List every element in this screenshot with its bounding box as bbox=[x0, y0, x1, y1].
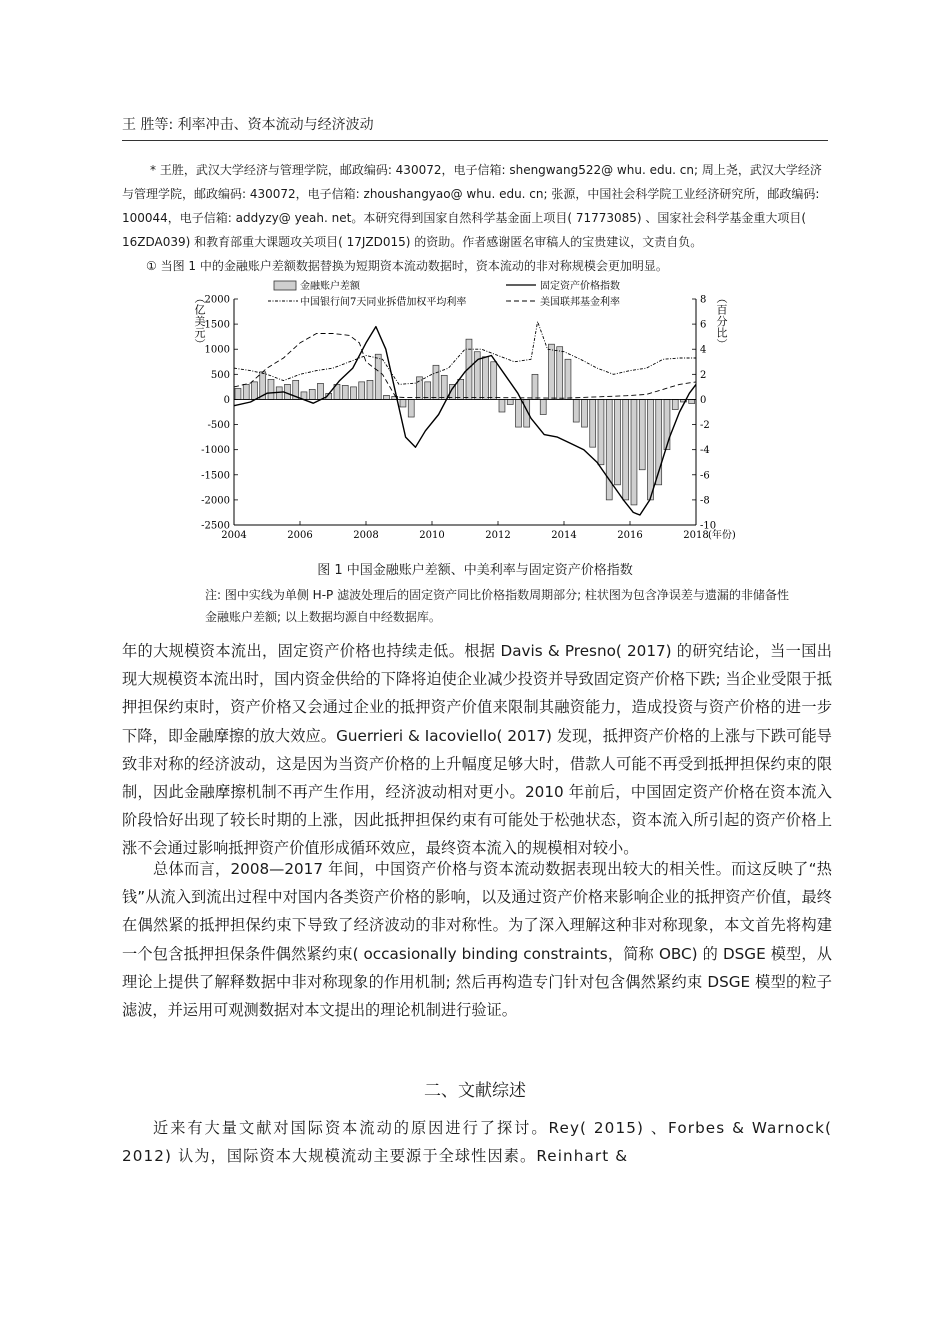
figure-note-line-2: 金融账户差额; 以上数据均源自中经数据库。 bbox=[205, 610, 441, 624]
bar-mark bbox=[318, 383, 324, 399]
bar-mark bbox=[433, 365, 439, 399]
bar-mark bbox=[375, 354, 381, 399]
x-tick-label: 2014 bbox=[551, 530, 577, 541]
left-tick-label: -1500 bbox=[201, 470, 230, 482]
x-tick-label: 2018 bbox=[683, 530, 709, 541]
header-rule bbox=[122, 140, 828, 141]
bar-mark bbox=[408, 399, 414, 417]
x-tick-label: 2006 bbox=[287, 530, 313, 541]
figure-1-chart bbox=[188, 278, 768, 548]
bar-mark bbox=[590, 399, 596, 447]
figure-caption: 图 1 中国金融账户差额、中美利率与固定资产价格指数 bbox=[317, 563, 633, 578]
bar-mark bbox=[276, 387, 282, 400]
left-tick-label: -1000 bbox=[201, 445, 230, 457]
left-tick-label: -2500 bbox=[201, 520, 230, 532]
right-tick-label: -4 bbox=[700, 445, 710, 457]
bar-mark bbox=[615, 399, 621, 484]
bar-mark bbox=[400, 399, 406, 407]
right-tick-label: 0 bbox=[700, 394, 707, 406]
running-header: 王 胜等: 利率冲击、资本流动与经济波动 bbox=[122, 117, 374, 133]
paragraph-text: 总体而言，2008—2017 年间，中国资产价格与资本流动数据表现出较大的相关性。而这反映了“热钱”从流入到流出过程中对国内各类资产价格的影响，以及通过资产价格来影响企业的抵押资产价值，最终在偶然紧的抵押担保约束下导致了经济波动的非对称性。为了深入理解这种非对称现象，本文首先将构建一个包含抵押担保条件偶然紧约束( occasionally binding constraints，简称 OBC) 的 DSGE 模型，从理论上提供了解释数据中非对称现象的作用机制; 然后再构造专门针对包含偶然紧约束 DSGE 模型的粒子滤波，并运用可观测数据对本文提出的理论机制进行验证。 bbox=[122, 860, 832, 1020]
left-tick-label: -2000 bbox=[201, 495, 230, 507]
x-tick-label: 2004 bbox=[221, 530, 247, 541]
bar-mark bbox=[557, 347, 563, 400]
paragraph-text: 近来有大量文献对国际资本流动的原因进行了探讨。Rey( 2015) 、Forbes & Warnock( 2012) 认为，国际资本大规模流动主要源于全球性因素。Reinhart & bbox=[122, 1119, 832, 1166]
right-tick-label: -6 bbox=[700, 470, 710, 482]
bar-mark bbox=[243, 384, 249, 399]
legend-label-bars: 金融账户差额 bbox=[300, 281, 360, 292]
bar-mark bbox=[606, 399, 612, 499]
right-tick-label: 2 bbox=[700, 369, 707, 381]
legend-label-fed: 美国联邦基金利率 bbox=[540, 297, 620, 308]
right-axis-label bbox=[717, 292, 728, 351]
footnote-1: ① 当图 1 中的金融账户差额数据替换为短期资本流动数据时，资本流动的非对称规模会更加明显。 bbox=[146, 259, 668, 273]
bar-mark bbox=[359, 382, 365, 400]
body-paragraph-1 bbox=[122, 637, 832, 863]
left-tick-label: 0 bbox=[223, 394, 230, 406]
x-tick-label: 2010 bbox=[419, 530, 445, 541]
right-tick-label: -2 bbox=[700, 420, 710, 432]
bar-mark bbox=[631, 399, 637, 504]
legend-label-fixed-asset: 固定资产价格指数 bbox=[540, 281, 620, 292]
chart-legend bbox=[268, 279, 620, 308]
bar-mark bbox=[309, 389, 315, 399]
right-tick-label: -8 bbox=[700, 495, 710, 507]
bar-mark bbox=[507, 399, 513, 404]
bar-mark bbox=[532, 374, 538, 399]
bar-mark bbox=[491, 362, 497, 400]
right-tick-label: 6 bbox=[700, 319, 707, 331]
line-shibor-7day bbox=[234, 322, 696, 385]
body-paragraph-2 bbox=[122, 855, 832, 1024]
legend-swatch-bars bbox=[274, 281, 296, 290]
bar-mark bbox=[623, 399, 629, 499]
paragraph-text: 年的大规模资本流出，固定资产价格也持续走低。根据 Davis & Presno( 2017) 的研究结论，当一国出现大规模资本流出时，国内资金供给的下降将迫使企业减少投资并导致固定资产价格下跌; 当企业受限于抵押担保约束时，资产价格又会通过企业的抵押资产价值来限制其融资能力，造成投资与资产价格的进一步下降，即金融摩擦的放大效应。Guerrieri & Iacoviello( 2017) 发现，抵押资产价格的上涨与下跌可能导致非对称的经济波动，这是因为当资产价格的上升幅度足够大时，借款人可能不再受到抵押担保约束的限制，因此金融摩擦机制不再产生作用，经济波动相对更小。2010 年前后，中国固定资产价格在资本流入阶段恰好出现了较长时期的上涨，因此抵押担保约束有可能处于松弛状态，资本流入所引起的资产价格上涨不会通过影响抵押资产价值形成循环效应，最终资本流入的规模相对较小。 bbox=[122, 642, 832, 858]
bar-mark bbox=[639, 399, 645, 469]
bar-mark bbox=[351, 387, 357, 400]
bar-mark bbox=[540, 399, 546, 414]
bar-mark bbox=[664, 399, 670, 449]
bar-mark bbox=[573, 399, 579, 422]
right-tick-label: 4 bbox=[700, 344, 707, 356]
section-title: 二、文献综述 bbox=[424, 1081, 526, 1101]
bar-mark bbox=[425, 382, 431, 400]
bar-mark bbox=[598, 399, 604, 464]
bar-mark bbox=[268, 379, 274, 399]
left-axis-label-text: ︵亿美元︶ bbox=[194, 292, 206, 351]
bar-mark bbox=[672, 399, 678, 409]
left-tick-label: 1000 bbox=[204, 344, 230, 356]
x-axis-unit: (年份) bbox=[708, 530, 736, 541]
right-axis-label-text: ︵百分比︶ bbox=[716, 292, 728, 351]
bar-mark bbox=[582, 399, 588, 427]
x-tick-label: 2008 bbox=[353, 530, 379, 541]
x-tick-label: 2012 bbox=[485, 530, 511, 541]
legend-label-shibor: 中国银行间7天同业拆借加权平均利率 bbox=[300, 297, 467, 308]
bar-mark bbox=[235, 388, 241, 399]
bar-series bbox=[235, 339, 695, 505]
bar-mark bbox=[441, 375, 447, 399]
bar-mark bbox=[516, 399, 522, 427]
left-tick-label: -500 bbox=[207, 420, 230, 432]
bar-mark bbox=[565, 359, 571, 399]
footnotes bbox=[122, 158, 832, 278]
bar-mark bbox=[252, 382, 258, 400]
right-tick-label: 8 bbox=[700, 294, 707, 306]
bar-mark bbox=[549, 344, 555, 399]
body-paragraph-3 bbox=[122, 1114, 832, 1170]
left-tick-label: 500 bbox=[210, 369, 230, 381]
line-fed-funds-rate bbox=[234, 334, 696, 399]
bar-mark bbox=[689, 399, 695, 403]
figure-note-line-1: 注: 图中实线为单侧 H-P 滤波处理后的固定资产同比价格指数周期部分; 柱状图为包含净误差与遗漏的非储备性 bbox=[205, 588, 789, 602]
bar-mark bbox=[648, 399, 654, 499]
bar-mark bbox=[342, 385, 348, 399]
bar-mark bbox=[499, 399, 505, 412]
left-tick-label: 1500 bbox=[204, 319, 230, 331]
bar-mark bbox=[483, 357, 489, 400]
right-tick-label: -10 bbox=[700, 520, 717, 532]
bar-mark bbox=[367, 380, 373, 399]
bar-mark bbox=[384, 395, 390, 399]
x-tick-label: 2016 bbox=[617, 530, 643, 541]
footnote-affiliation: * 王胜，武汉大学经济与管理学院，邮政编码: 430072，电子信箱: shengwang522@ whu. edu. cn; 周上尧，武汉大学经济与管理学院，邮政编码: 430072，电子信箱: zhoushangyao@ whu. edu. cn; 张源，中国社会科学院工业经济研究所，邮政编码: 100044，电子信箱: addyzy@ yeah. net。本研究得到国家自然科学基金面上项目( 71773085) 、国家社会科学基金重大项目( 16ZDA039) 和教育部重大课题攻关项目( 17JZD015) 的资助。作者感谢匿名审稿人的宝贵建议，文责自负。 bbox=[122, 163, 822, 249]
figure-note bbox=[205, 584, 831, 628]
bar-mark bbox=[458, 379, 464, 399]
left-tick-label: 2000 bbox=[204, 294, 230, 306]
